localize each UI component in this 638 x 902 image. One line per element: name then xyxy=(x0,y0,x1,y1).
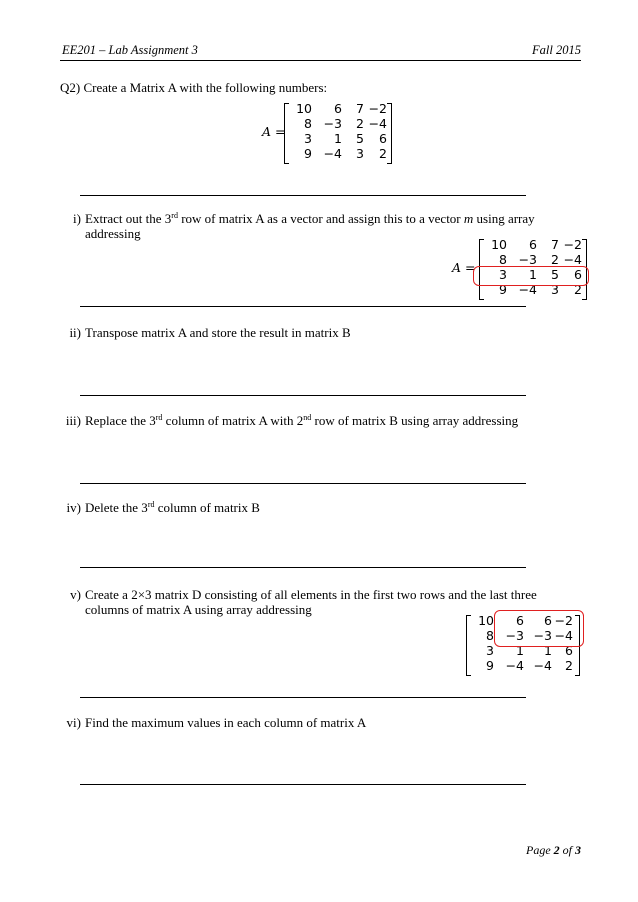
highlight-outline xyxy=(473,266,589,286)
matrix-cell: 6 xyxy=(544,613,552,628)
matrix-cell: 2 xyxy=(356,116,364,131)
matrix-cell: 6 xyxy=(529,237,537,252)
matrix-cell: 9 xyxy=(304,146,312,161)
matrix-cell: −4 xyxy=(323,146,342,161)
part-text: Find the maximum values in each column of matrix A xyxy=(85,715,367,730)
matrix-cell: 8 xyxy=(304,116,312,131)
matrix-cell: 10 xyxy=(296,101,312,116)
matrix-cell: −3 xyxy=(533,628,552,643)
matrix-cell: 3 xyxy=(356,146,364,161)
part-number: v) xyxy=(70,587,81,602)
matrix-a-label: A = xyxy=(452,260,476,275)
answer-line-iv xyxy=(80,567,526,568)
part-text: Transpose matrix A and store the result in matrix B xyxy=(85,325,351,340)
matrix-a-label: A = xyxy=(262,124,286,139)
answer-line-i xyxy=(80,306,526,307)
matrix-cell: 3 xyxy=(499,267,507,282)
matrix-cell: 6 xyxy=(379,131,387,146)
matrix-cell: 1 xyxy=(529,267,537,282)
answer-line-v xyxy=(80,697,526,698)
matrix-cell: −4 xyxy=(518,282,537,297)
matrix-cell: 8 xyxy=(499,252,507,267)
matrix-cell: −4 xyxy=(368,116,387,131)
highlight-outline xyxy=(494,610,584,647)
part-number: i) xyxy=(73,211,81,226)
matrix-cell: 3 xyxy=(551,282,559,297)
matrix-cell: −2 xyxy=(368,101,387,116)
matrix-cell: 3 xyxy=(304,131,312,146)
matrix-cell: −3 xyxy=(323,116,342,131)
matrix-cell: 1 xyxy=(544,643,552,658)
matrix-cell: 9 xyxy=(486,658,494,673)
matrix-bracket-right xyxy=(387,103,392,164)
page-total: 3 xyxy=(575,843,581,857)
part-number: vi) xyxy=(66,715,81,730)
matrix-cell: −2 xyxy=(554,613,573,628)
matrix-cell: 6 xyxy=(565,643,573,658)
matrix-cell: −2 xyxy=(563,237,582,252)
matrix-cell: 9 xyxy=(499,282,507,297)
part-text: Replace the 3rd column of matrix A with 2nd row of matrix B using array addressing xyxy=(85,413,519,428)
part-number: ii) xyxy=(69,325,81,340)
matrix-cell: 6 xyxy=(334,101,342,116)
question-title: Q2) Create a Matrix A with the following numbers: xyxy=(60,80,328,95)
answer-line-vi xyxy=(80,784,526,785)
part-text: Create a 2×3 matrix D consisting of all elements in the first two rows and the last three columns of matrix A using array addressing xyxy=(85,587,537,617)
part-ii xyxy=(60,325,580,340)
matrix-a-highlight-block xyxy=(452,614,587,674)
matrix-cell: −4 xyxy=(505,658,524,673)
part-number: iii) xyxy=(65,413,81,428)
matrix-cell: 6 xyxy=(516,613,524,628)
matrix-cell: 7 xyxy=(551,237,559,252)
matrix-cell: 10 xyxy=(478,613,494,628)
answer-line-intro xyxy=(80,195,526,196)
page-number: 2 xyxy=(553,843,560,857)
matrix-cell: 10 xyxy=(491,237,507,252)
matrix-cell: 2 xyxy=(574,282,582,297)
matrix-cell: 2 xyxy=(565,658,573,673)
header-term: Fall 2015 xyxy=(532,43,581,57)
matrix-a xyxy=(262,102,397,162)
part-number: iv) xyxy=(66,500,81,515)
matrix-cell: −4 xyxy=(533,658,552,673)
part-vi xyxy=(60,715,580,730)
part-text: Delete the 3rd column of matrix B xyxy=(85,500,260,515)
matrix-cell: 1 xyxy=(334,131,342,146)
matrix-a-highlight-row xyxy=(452,238,587,298)
matrix-cell: −4 xyxy=(563,252,582,267)
matrix-cell: 1 xyxy=(516,643,524,658)
matrix-cell: 2 xyxy=(551,252,559,267)
answer-line-ii xyxy=(80,395,526,396)
matrix-cell: −4 xyxy=(554,628,573,643)
matrix-cell: 7 xyxy=(356,101,364,116)
matrix-cell: 6 xyxy=(574,267,582,282)
answer-line-iii xyxy=(80,483,526,484)
matrix-cell: 5 xyxy=(356,131,364,146)
header-course: EE201 – Lab Assignment 3 xyxy=(62,43,198,57)
matrix-cell: −3 xyxy=(505,628,524,643)
matrix-cell: 3 xyxy=(486,643,494,658)
header-divider xyxy=(60,60,581,61)
part-iv xyxy=(60,500,580,515)
part-text: Extract out the 3rd row of matrix A as a vector and assign this to a vector m using array addressing xyxy=(85,211,535,241)
matrix-cell: 2 xyxy=(379,146,387,161)
matrix-cell: −3 xyxy=(518,252,537,267)
part-iii xyxy=(60,413,580,428)
matrix-cell: 5 xyxy=(551,267,559,282)
page-footer: Page 2 of 3 xyxy=(526,843,581,857)
matrix-cell: 8 xyxy=(486,628,494,643)
